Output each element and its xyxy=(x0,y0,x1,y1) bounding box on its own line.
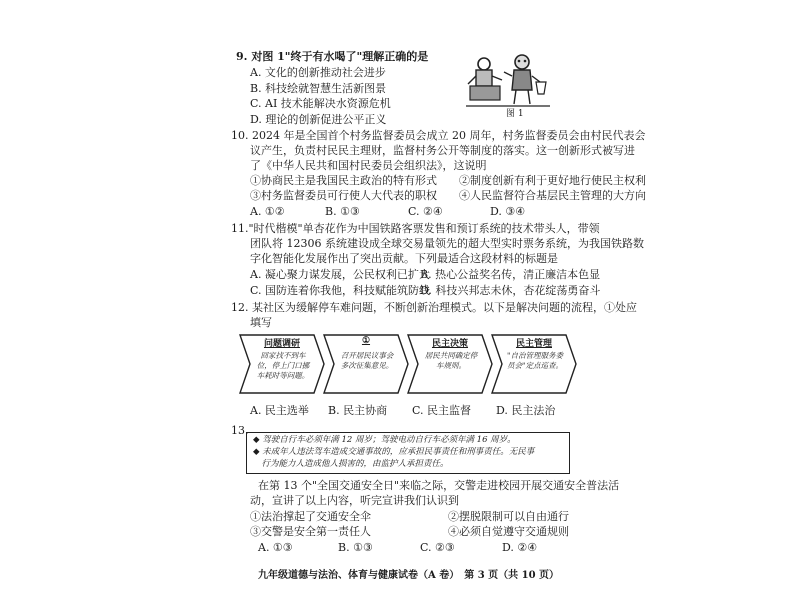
q9-option-d: D. 理论的创新促进公平正义 xyxy=(250,113,387,126)
q13-line-3: ①法治撑起了交通安全伞 ②摆脱限制可以自由通行 xyxy=(250,510,569,523)
flow-step-text: "自治管理服务委员会"定点巡查。 xyxy=(507,351,563,370)
q12-line-1: 12. 某社区为缓解停车难问题，不断创新治理模式。以下是解决问题的流程，①处应 xyxy=(231,301,637,314)
q12-option-a: A. 民主选举 xyxy=(250,404,309,417)
flow-step-label: 问题调研 xyxy=(263,339,300,349)
flow-step-4 xyxy=(490,333,578,395)
q11-option-b: B. 热心公益奖名传，清正廉洁本色显 xyxy=(420,268,601,281)
q13-line-1: 在第 13 个"全国交通安全日"来临之际，交警走进校园开展交通安全普法活 xyxy=(258,479,620,492)
q9-option-c: C. AI 技术能解决水资源危机 xyxy=(250,97,391,110)
process-flow xyxy=(238,333,578,395)
rule-note-3: 行为能力人造成他人损害的，由监护人承担责任。 xyxy=(253,459,449,469)
q12-option-d: D. 民主法治 xyxy=(496,404,556,417)
page-footer: 九年级道德与法治、体育与健康试卷（A 卷） 第 3 页（共 10 页） xyxy=(258,570,560,581)
traffic-rules-box xyxy=(246,432,570,474)
q13-number: 13. xyxy=(231,424,249,437)
flow-step-text: 回家找不到车位，停上门口挪车耗时等问题。 xyxy=(256,351,310,380)
q10-line-1: 10. 2024 年是全国首个村务监督委员会成立 20 周年，村务监督委员会由村民代表会 xyxy=(231,129,646,142)
flow-step-text: 居民共同确定停车规则。 xyxy=(424,351,478,370)
q9-option-b: B. 科技绘就智慧生活新图景 xyxy=(250,82,387,95)
rule-note-2: ◆ 未成年人违法驾车造成交通事故的，应承担民事责任和刑事责任。无民事 xyxy=(253,447,535,457)
q10-line-3: 了《中华人民共和国村民委员会组织法》，这说明 xyxy=(250,159,487,172)
q11-option-c: C. 国防连着你我他，科技赋能筑防线 xyxy=(250,284,431,297)
flow-step-label: ① xyxy=(361,336,371,346)
q13-option-a: A. ①③ xyxy=(258,541,293,554)
q12-option-c: C. 民主监督 xyxy=(412,404,472,417)
q13-line-2: 动，宣讲了以上内容，听完宣讲我们认识到 xyxy=(250,494,459,507)
q11-option-d: D. 科技兴邦志未休，杏花绽荡勇奋斗 xyxy=(420,284,601,297)
q13-option-d: D. ②④ xyxy=(502,541,538,554)
flow-step-1 xyxy=(238,333,326,395)
flow-step-2 xyxy=(322,333,410,395)
q10-line-4: ①协商民主是我国民主政治的特有形式 ②制度创新有利于更好地行使民主权利 xyxy=(250,174,646,187)
flow-step-text: 召开居民议事会多次征集意见。 xyxy=(340,351,394,370)
q13-option-c: C. ②③ xyxy=(420,541,455,554)
q10-option-c: C. ②④ xyxy=(408,205,443,218)
figure-label: 图 1 xyxy=(506,109,524,119)
flow-step-label: 民主管理 xyxy=(515,339,552,349)
rule-note-1: ◆ 驾驶自行车必须年满 12 周岁；驾驶电动自行车必须年满 16 周岁。 xyxy=(253,435,516,445)
q10-option-b: B. ①③ xyxy=(325,205,360,218)
q13-line-4: ③交警是安全第一责任人 ④必须自觉遵守交通规则 xyxy=(250,525,569,538)
q10-option-a: A. ①② xyxy=(250,205,285,218)
q10-option-d: D. ③④ xyxy=(490,205,526,218)
q13-option-b: B. ①③ xyxy=(338,541,373,554)
q10-line-5: ③村务监督委员可行使人大代表的职权 ④人民监督符合基层民主管理的大方向 xyxy=(250,189,646,202)
q11-option-a: A. 凝心聚力谋发展，公民权利已扩大 xyxy=(250,268,430,281)
q12-line-2: 填写 xyxy=(250,316,272,329)
flow-step-label: 民主决策 xyxy=(431,339,468,349)
q11-line-1: 11."时代楷模"单杏花作为中国铁路客票发售和预订系统的技术带头人，带领 xyxy=(231,222,600,235)
q11-line-3: 字化智能化发展作出了突出贡献。下列最适合这段材料的标题是 xyxy=(250,252,558,265)
q9-option-a: A. 文化的创新推动社会进步 xyxy=(250,66,386,79)
q12-option-b: B. 民主协商 xyxy=(328,404,388,417)
flow-step-3 xyxy=(406,333,494,395)
q11-line-2: 团队将 12306 系统建设成全球交易量领先的超大型实时票务系统，为我国铁路数 xyxy=(250,237,644,250)
q10-line-2: 议产生，负责村民民主理财，监督村务公开等制度的落实。这一创新形式被写进 xyxy=(250,144,635,157)
q9-stem: 9. 对图 1"终于有水喝了"理解正确的是 xyxy=(236,50,429,63)
